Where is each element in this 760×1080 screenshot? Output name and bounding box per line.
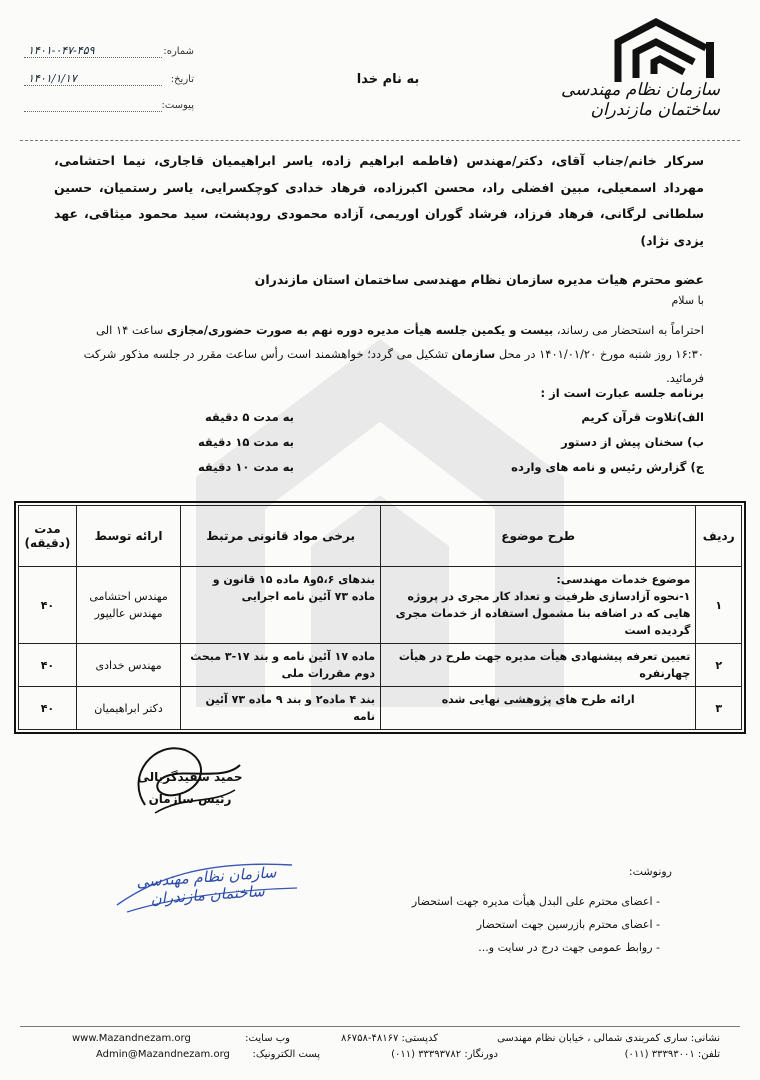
cell-law: ماده ۱۷ آئین نامه و بند ۱۷-۳ مبحث دوم مقررات ملی xyxy=(181,644,381,687)
footer-email[interactable]: Admin@Mazandnezam.org xyxy=(96,1049,230,1060)
letter-date-label: تاریخ: xyxy=(170,74,194,85)
footer-address: نشانی: ساری کمربندی شمالی ، خیابان نظام مهندسی xyxy=(497,1033,720,1044)
agenda-item-text: ب) سخنان پیش از دستور xyxy=(561,435,704,449)
footer-postal-code: کدپستی: ۴۸۱۶۷-۸۶۷۵۸ xyxy=(341,1033,438,1044)
cc-item: - روابط عمومی جهت درج در سایت و... xyxy=(478,941,660,954)
cell-duration: ۴۰ xyxy=(19,644,77,687)
greeting: با سلام xyxy=(671,294,704,307)
cell-topic: موضوع خدمات مهندسی: ۱-نحوه آزادسازی ظرفیت و تعداد کار مجری در پروژه هایی که در اضافه بنا مشمول استفاده از خدمات مجری گردیده است xyxy=(381,567,696,644)
header-num: ردیف xyxy=(696,506,742,567)
letter-number-row xyxy=(24,44,194,62)
footer-divider xyxy=(20,1026,740,1027)
cell-law: بندهای ۵،۶و۸ ماده ۱۵ قانون و ماده ۷۳ آئین نامه اجرایی xyxy=(181,567,381,644)
footer-fax: دورنگار: ۳۳۳۹۳۷۸۲ (۰۱۱) xyxy=(391,1049,498,1060)
cc-label: رونوشت: xyxy=(628,865,672,878)
agenda-item xyxy=(84,435,704,457)
cell-num: ۱ xyxy=(696,567,742,644)
header-topic: طرح موضوع xyxy=(381,506,696,567)
meeting-agenda-table xyxy=(18,505,742,730)
agenda-item-duration: به مدت ۵ دقیقه xyxy=(204,410,294,424)
cc-item: - اعضای محترم بازرسین جهت استحضار xyxy=(476,918,660,931)
cell-law: بند ۴ ماده۲ و بند ۹ ماده ۷۳ آئین نامه xyxy=(181,687,381,730)
cell-presenter: مهندس احتشامی مهندس عالیپور xyxy=(76,567,180,644)
footer-phone: تلفن: ۳۳۳۹۳۰۰۱ (۰۱۱) xyxy=(624,1049,720,1060)
body-paragraph: احتراماً به استحضار می رساند، بیست و یکمین جلسه هیأت مدیره دوره نهم به صورت حضوری/مجازی ساعت ۱۴ الی ۱۶:۳۰ روز شنبه مورخ ۱۴۰۱/۰۱/۲۰ در محل سازمان تشکیل می گردد؛ خواهشمند است رأس ساعت مقرر در جلسه مذکور شرکت فرمائید. xyxy=(83,323,704,385)
table-header-row xyxy=(19,506,742,567)
cc-item: - اعضای محترم علی البدل هیأت مدیره جهت استحضار xyxy=(411,895,660,908)
letter-attachment-label: پیوست: xyxy=(161,100,194,111)
agenda-item-duration: به مدت ۱۵ دقیقه xyxy=(197,435,294,449)
agenda-item-text: الف)تلاوت قرآن کریم xyxy=(581,410,704,424)
footer-website[interactable]: www.Mazandnezam.org xyxy=(72,1033,191,1044)
letter-number-value: ۱۴۰۱-۰۴۷-۴۵۹ xyxy=(28,44,95,57)
table-row xyxy=(19,567,742,644)
signatory-title: رئیس سازمان xyxy=(148,792,232,806)
agenda-item-duration: به مدت ۱۰ دقیقه xyxy=(197,460,294,474)
cell-num: ۲ xyxy=(696,644,742,687)
agenda-item-text: ج) گزارش رئیس و نامه های وارده xyxy=(511,460,704,474)
header-presenter: ارائه توسط xyxy=(76,506,180,567)
cell-num: ۳ xyxy=(696,687,742,730)
header-law: برخی مواد قانونی مرتبط xyxy=(181,506,381,567)
letter-date-value: ۱۴۰۱/۱/۱۷ xyxy=(28,72,77,85)
cell-duration: ۴۰ xyxy=(19,687,77,730)
organization-stamp: سازمان نظام مهندسی ساختمان مازندران xyxy=(135,863,277,908)
agenda-intro: برنامه جلسه عبارت است از : xyxy=(540,386,704,400)
letter-attachment-row xyxy=(24,98,194,116)
organization-name: سازمان نظام مهندسی ساختمان مازندران xyxy=(560,80,720,120)
cell-presenter: دکتر ابراهیمیان xyxy=(76,687,180,730)
letter-date-row xyxy=(24,72,194,90)
footer-email-label: پست الکترونیک: xyxy=(252,1049,320,1060)
cell-topic: ارائه طرح های پژوهشی نهایی شده xyxy=(381,687,696,730)
cell-topic: تعیین تعرفه پیشنهادی هیأت مدیره جهت طرح در هیأت چهارنفره xyxy=(381,644,696,687)
letter-number-label: شماره: xyxy=(163,46,194,57)
agenda-item xyxy=(84,410,704,432)
table-row xyxy=(19,644,742,687)
letter-subject: عضو محترم هیات مدیره سازمان نظام مهندسی ساختمان استان مازندران xyxy=(254,272,704,287)
signatory-name: حمید سفیدگربالی xyxy=(137,770,243,784)
table-row xyxy=(19,687,742,730)
bismillah: به نام خدا xyxy=(356,72,420,87)
cell-presenter: مهندس خدادی xyxy=(76,644,180,687)
header-divider xyxy=(20,140,740,141)
footer-website-label: وب سایت: xyxy=(245,1033,290,1044)
agenda-item xyxy=(84,460,704,482)
recipients-list: سرکار خانم/جناب آقای، دکتر/مهندس (فاطمه ابراهیم زاده، یاسر ابراهیمیان قاجاری، نیما احتشامی، مهرداد اسمعیلی، مبین افضلی راد، محسن اکبرزاده، فرهاد خدادی کوچکسرایی، یاسر رستمیان، حسین سلطانی لرگانی، فرهاد فرزاد، فرشاد گوران اوریمی، آزاده محمودی رودپشت، سید محمود میثاقی، عهد یزدی نژاد) xyxy=(54,153,704,248)
cell-duration: ۴۰ xyxy=(19,567,77,644)
header-duration: مدت (دقیقه) xyxy=(19,506,77,567)
